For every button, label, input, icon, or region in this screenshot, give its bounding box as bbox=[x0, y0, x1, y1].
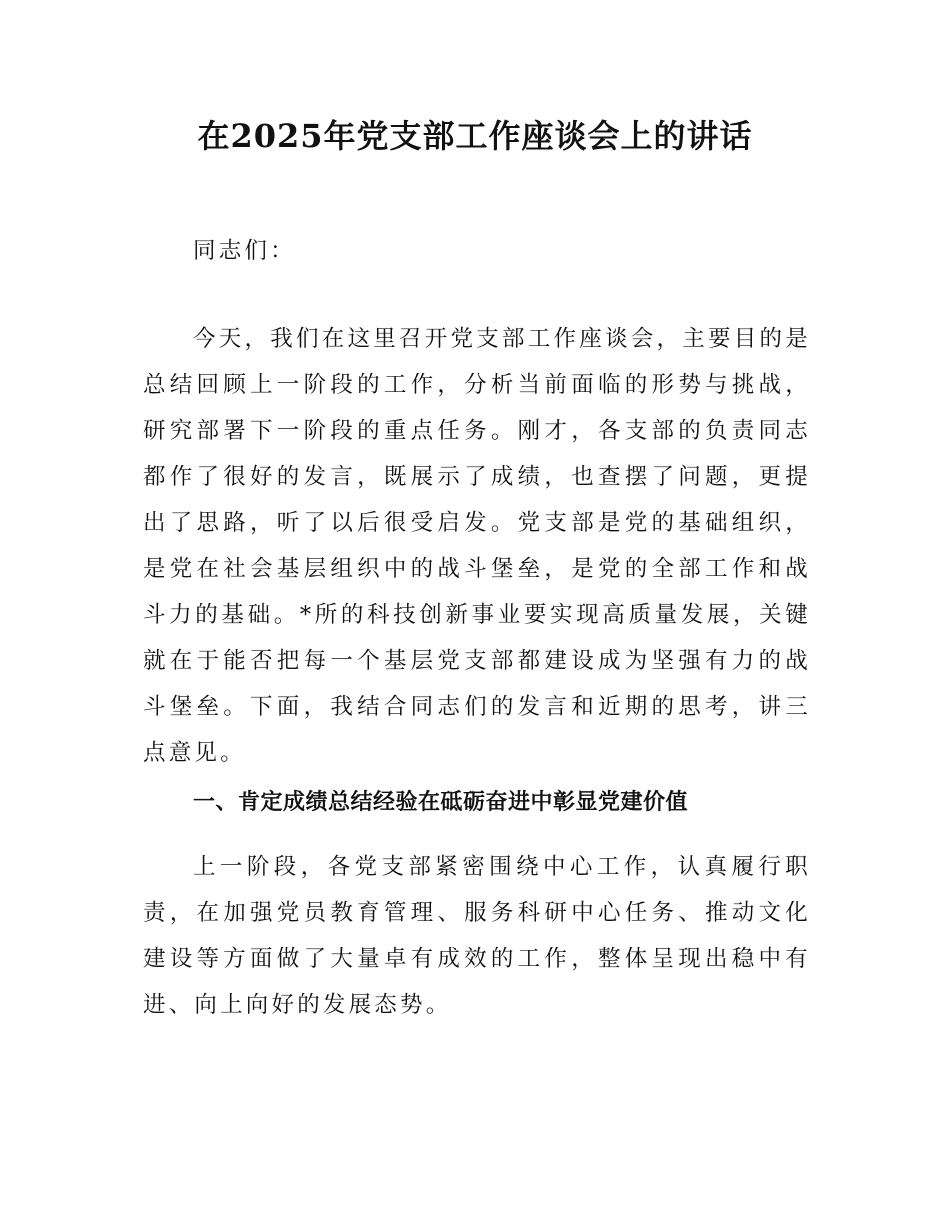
paragraph-intro: 今天，我们在这里召开党支部工作座谈会，主要目的是总结回顾上一阶段的工作，分析当前面临的形势与挑战，研究部署下一阶段的重点任务。刚才，各支部的负责同志都作了很好的发言，既展示了成绩，也查摆了问题，更提出了思路，听了以后很受启发。党支部是党的基础组织，是党在社会基层组织中的战斗堡垒，是党的全部工作和战斗力的基础。*所的科技创新事业要实现高质量发展，关键就在于能否把每一个基层党支部都建设成为坚强有力的战斗堡垒。下面，我结合同志们的发言和近期的思考，讲三点意见。 bbox=[143, 326, 811, 766]
document-title: 在2025年党支部工作座谈会上的讲话 bbox=[197, 117, 753, 155]
greeting: 同志们： bbox=[193, 238, 296, 264]
section-heading: 一、肯定成绩总结经验在砥砺奋进中彰显党建价值 bbox=[193, 790, 689, 815]
paragraph-section-one: 上一阶段，各党支部紧密围绕中心工作，认真履行职责，在加强党员教育管理、服务科研中心任务、推动文化建设等方面做了大量卓有成效的工作，整体呈现出稳中有进、向上向好的发展态势。 bbox=[143, 854, 811, 1018]
